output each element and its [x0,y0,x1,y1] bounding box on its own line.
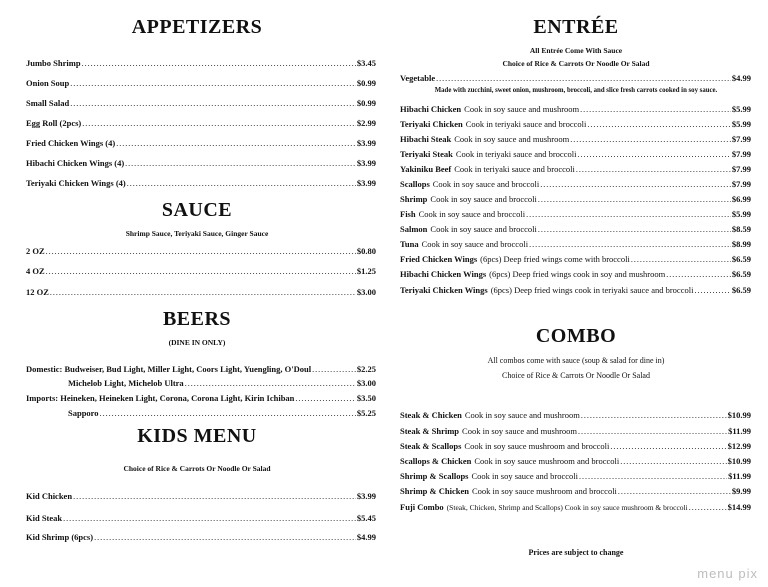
dot-leader [540,180,731,189]
beers-item [26,393,376,403]
dot-leader [70,99,356,108]
item-name: Kid Shrimp (6pcs) [26,532,94,542]
item-name: Domestic: Budweiser, Bud Light, Miller Light, Coors Light, Yuengling, O'Doul [26,364,312,374]
item-name: 12 OZ [26,287,49,297]
sauce-note: Shrimp Sauce, Teriyaki Sauce, Ginger Sauce [125,229,269,238]
dot-leader [620,457,726,466]
item-price: $5.45 [356,513,376,523]
item-price: $5.99 [731,209,751,219]
dot-leader [631,255,731,264]
entree-item [400,285,751,295]
appetizers-item [26,98,376,108]
entree-item [400,269,751,279]
dot-leader [50,288,356,297]
item-name: Small Salad [26,98,70,108]
dot-leader [46,247,356,256]
appetizers-item [26,138,376,148]
combo-item [400,456,751,466]
item-price: $0.80 [356,246,376,256]
combo-note-sauce: All combos come with sauce (soup & salad for dine in) [487,356,665,365]
entree-item [400,104,751,114]
item-price: $3.99 [356,138,376,148]
dot-leader [694,286,730,295]
combo-item [400,486,751,496]
item-name: Fried Chicken Wings (4) [26,138,116,148]
beers-item [26,364,376,374]
entree-item [400,149,751,159]
item-name: Yakiniku Beef [400,164,452,174]
item-price: $14.99 [727,502,751,512]
item-description: Cook in soy sauce and mushroom [464,104,580,114]
item-price: $3.00 [356,287,376,297]
item-price: $7.99 [731,179,751,189]
dot-leader [538,225,731,234]
item-name: Scallops [400,179,430,189]
item-price: $6.59 [731,285,751,295]
item-name: Tuna [400,239,419,249]
beers-item [26,408,376,418]
kids-item [26,513,376,523]
item-name: Egg Roll (2pcs) [26,118,82,128]
item-name: Steak & Shrimp [400,426,460,436]
item-price: $2.25 [356,364,376,374]
item-price: $6.59 [731,254,751,264]
dot-leader [610,442,726,451]
entree-item [400,194,751,204]
item-name: Shrimp & Chicken [400,486,469,496]
item-description: Cook in teriyaki sauce and broccoli [465,119,587,129]
dot-leader [587,120,731,129]
dot-leader [580,105,731,114]
dot-leader [689,503,727,512]
combo-item [400,502,751,512]
dot-leader [100,409,356,418]
item-price: $3.99 [356,158,376,168]
item-price: $5.99 [731,104,751,114]
item-description: Cook in soy sauce and broccoli [430,194,537,204]
combo-item [400,471,751,481]
appetizers-item [26,78,376,88]
item-price: $4.99 [731,73,751,83]
item-price: $8.99 [731,239,751,249]
item-description: Cook in soy sauce and broccoli [432,179,540,189]
dot-leader [579,472,727,481]
appetizers-item [26,158,376,168]
watermark: menu pix [697,566,758,581]
dot-leader [577,150,730,159]
combo-item [400,441,751,451]
entree-item [400,134,751,144]
dot-leader [185,379,356,388]
sauce-title: SAUCE [161,199,233,221]
dot-leader [82,119,356,128]
item-name: Shrimp [400,194,428,204]
item-price: $5.25 [356,408,376,418]
item-price: $6.59 [731,269,751,279]
sauce-item [26,287,376,297]
item-name: Fried Chicken Wings [400,254,478,264]
item-description: Cook in teriyaki sauce and broccoli [455,149,577,159]
item-name: Teriyaki Chicken Wings (4) [26,178,126,188]
item-name: Hibachi Steak [400,134,452,144]
entree-item [400,254,751,264]
dot-leader [82,59,356,68]
beers-title: BEERS [162,308,232,330]
item-description: (6pcs) Deep fried wings come with broccoli [480,254,630,264]
item-description: Cook in soy sauce and broccoli [471,471,578,481]
appetizers-item [26,58,376,68]
dot-leader [529,240,731,249]
dot-leader [436,74,731,83]
item-price: $10.99 [727,410,751,420]
item-description: (6pcs) Deep fried wings cook in soy and mushroom [489,269,666,279]
item-price: $11.99 [728,426,751,436]
item-price: $3.45 [356,58,376,68]
item-description: Cook in soy sauce and broccoli [421,239,529,249]
sauce-item [26,266,376,276]
item-price: $4.99 [356,532,376,542]
beers-item [26,378,376,388]
entree-item [400,164,751,174]
kids-title: KIDS MENU [137,425,257,447]
dot-leader [312,365,356,374]
item-price: $7.99 [731,164,751,174]
item-description: Cook in soy sauce and mushroom [454,134,570,144]
dot-leader [578,427,727,436]
item-price: $7.99 [731,149,751,159]
appetizers-item [26,178,376,188]
item-name: Michelob Light, Michelob Ultra [68,378,184,388]
item-name: Scallops & Chicken [400,456,472,466]
item-price: $0.99 [356,78,376,88]
dot-leader [46,267,356,276]
item-description: (Steak, Chicken, Shrimp and Scallops) Cook in soy sauce mushroom & broccoli [446,503,688,512]
item-name: Fuji Combo [400,502,444,512]
item-price: $9.99 [731,486,751,496]
sauce-item [26,246,376,256]
dot-leader [70,79,356,88]
item-name: Steak & Chicken [400,410,462,420]
dot-leader [666,270,731,279]
dot-leader [295,394,355,403]
item-price: $2.99 [356,118,376,128]
dot-leader [576,165,731,174]
item-price: $12.99 [727,441,751,451]
item-description: (6pcs) Deep fried wings cook in teriyaki sauce and broccoli [490,285,694,295]
item-price: $1.25 [356,266,376,276]
item-price: $8.59 [731,224,751,234]
item-price: $10.99 [727,456,751,466]
item-name: Hibachi Chicken Wings (4) [26,158,125,168]
entree-item [400,73,751,83]
dot-leader [618,487,731,496]
combo-item [400,410,751,420]
item-price: $5.99 [731,119,751,129]
item-price: $3.50 [356,393,376,403]
item-description: Cook in soy sauce and mushroom [464,410,580,420]
dot-leader [570,135,731,144]
item-name: Onion Soup [26,78,70,88]
dot-leader [94,533,356,542]
item-name: Teriyaki Chicken Wings [400,285,488,295]
item-price: $7.99 [731,134,751,144]
appetizers-title: APPETIZERS [131,16,263,38]
combo-note-choice: Choice of Rice & Carrots Or Noodle Or Salad [502,371,650,380]
entree-item [400,239,751,249]
dot-leader [581,411,727,420]
price-disclaimer: Prices are subject to change [528,548,624,557]
dot-leader [526,210,731,219]
item-name: Shrimp & Scallops [400,471,469,481]
entree-item [400,179,751,189]
item-name: Sapporo [68,408,99,418]
item-name: 2 OZ [26,246,45,256]
item-name: Jumbo Shrimp [26,58,81,68]
dot-leader [127,179,356,188]
kids-note: Choice of Rice & Carrots Or Noodle Or Salad [123,464,271,473]
item-price: $3.99 [356,178,376,188]
entree-title: ENTRÉE [533,16,619,38]
combo-item [400,426,751,436]
item-description: Cook in soy sauce and broccoli [418,209,526,219]
item-price: $0.99 [356,98,376,108]
dot-leader [538,195,731,204]
item-description: Cook in soy sauce and mushroom [462,426,578,436]
item-name: Hibachi Chicken Wings [400,269,487,279]
item-name: Teriyaki Chicken [400,119,463,129]
entree-item [400,209,751,219]
item-name: Hibachi Chicken [400,104,462,114]
item-name: Vegetable [400,73,436,83]
entree-note-choice: Choice of Rice & Carrots Or Noodle Or Salad [502,59,650,68]
dot-leader [63,514,356,523]
item-name: Steak & Scallops [400,441,462,451]
appetizers-item [26,118,376,128]
item-name: Teriyaki Steak [400,149,453,159]
item-name: Kid Steak [26,513,63,523]
entree-note-vegetable: Made with zucchini, sweet onion, mushroom, broccoli, and slice fresh carrots cooked in soy sauce. [434,87,718,94]
item-description: Cook in soy sauce mushroom and broccoli [464,441,610,451]
item-name: 4 OZ [26,266,45,276]
entree-note-sauce: All Entrée Come With Sauce [529,46,623,55]
beers-note: (DINE IN ONLY) [168,338,226,347]
dot-leader [125,159,356,168]
item-price: $6.99 [731,194,751,204]
dot-leader [116,139,356,148]
item-description: Cook in soy sauce and broccoli [430,224,537,234]
item-price: $11.99 [728,471,751,481]
combo-title: COMBO [535,325,617,347]
item-name: Salmon [400,224,428,234]
item-name: Imports: Heineken, Heineken Light, Corona, Corona Light, Kirin Ichiban [26,393,295,403]
kids-item [26,532,376,542]
entree-item [400,224,751,234]
item-price: $3.00 [356,378,376,388]
item-name: Fish [400,209,416,219]
item-name: Kid Chicken [26,491,73,501]
item-description: Cook in soy sauce mushroom and broccoli [474,456,620,466]
item-price: $3.99 [356,491,376,501]
item-description: Cook in teriyaki sauce and broccoli [454,164,575,174]
kids-item [26,491,376,501]
dot-leader [73,492,356,501]
item-description: Cook in soy sauce mushroom and broccoli [471,486,617,496]
entree-item [400,119,751,129]
